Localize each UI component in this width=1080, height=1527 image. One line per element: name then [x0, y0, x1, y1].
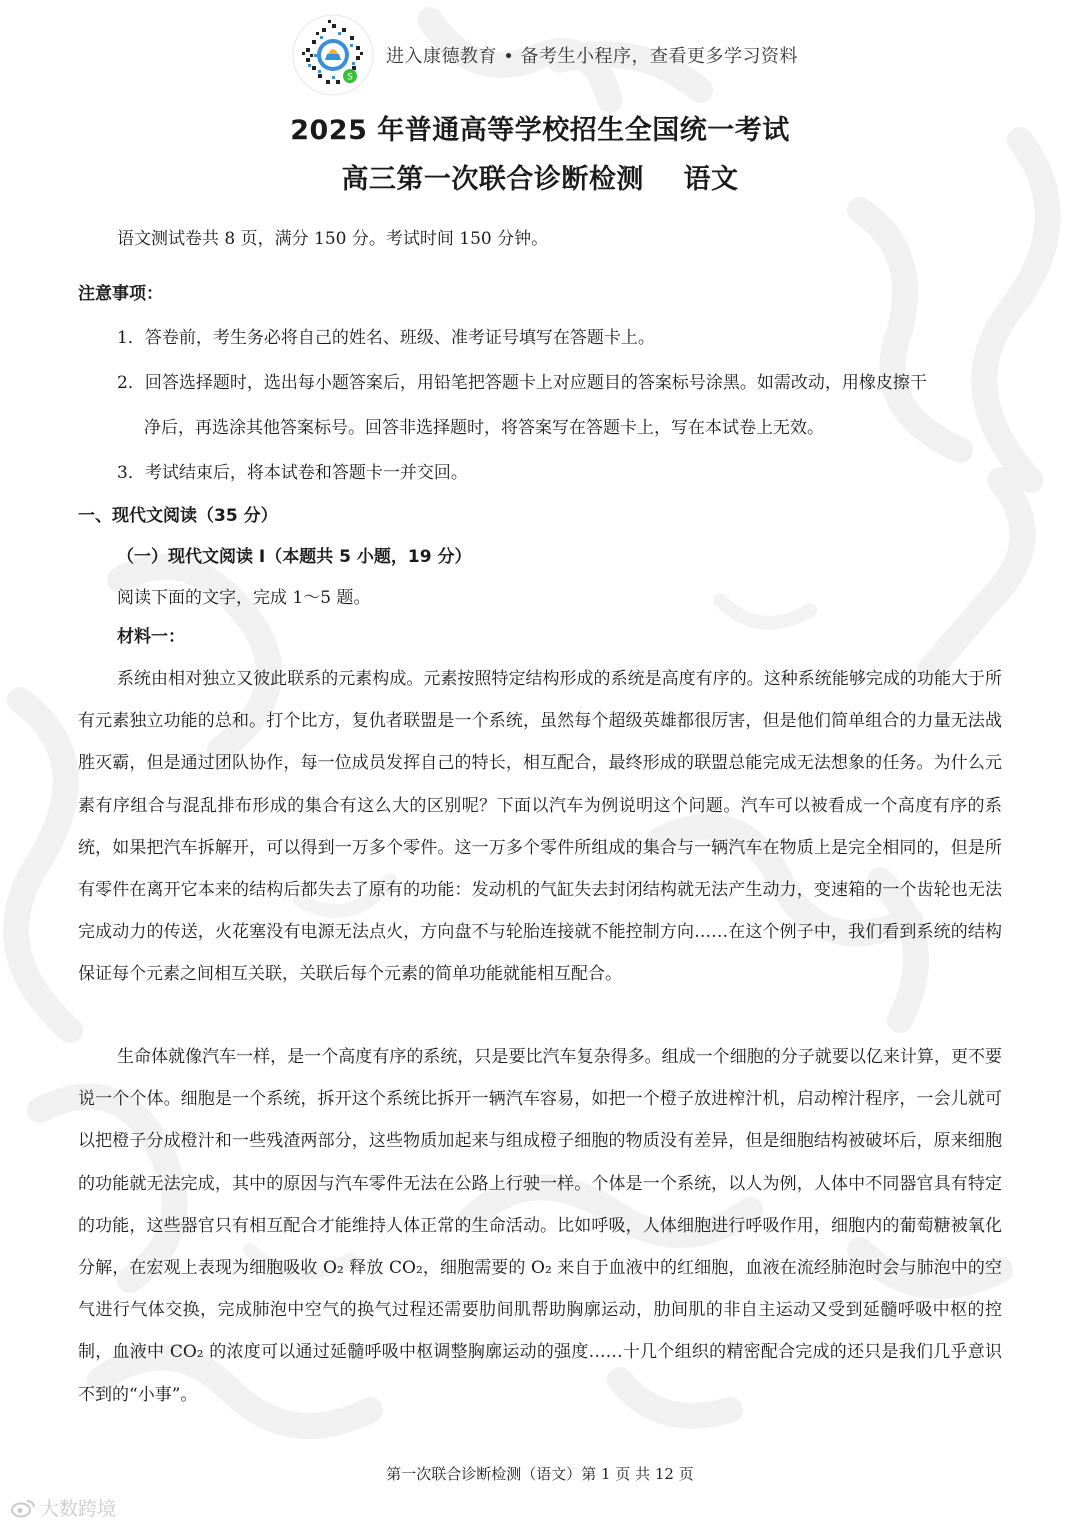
material-paragraph-2: 生命体就像汽车一样，是一个高度有序的系统，只是要比汽车复杂得多。组成一个细胞的分子就要以亿来计算，更不要说一个个体。细胞是一个系统，拆开这个系统比拆开一辆汽车容易，如把一个橙子放进榨汁机，启动榨汁程序，一会儿就可以把橙子分成橙汁和一些残渣两部分，这些物质加起来与组成橙子细胞的物质没有差异，但是细胞结构被破坏后，原来细胞的功能就无法完成，其中的原因与汽车零件无法在公路上行驶一样。个体是一个系统，以人为例，人体中不同器官具有特定的功能，这些器官只有相互配合才能维持人体正常的生命活动。比如呼吸，人体细胞进行呼吸作用，细胞内的葡萄糖被氧化分解，在宏观上表现为细胞吸收 O₂ 释放 CO₂，细胞需要的 O₂ 来自于血液中的红细胞，血液在流经肺泡时会与肺泡中的空气进行气体交换，完成肺泡中空气的换气过程还需要肋间肌帮助胸廓运动，肋间肌的非自主运动又受到延髓呼吸中枢的控制，血液中 CO₂ 的浓度可以通过延髓呼吸中枢调整胸廓运动的强度……十几个组织的精密配合完成的还只是我们几乎意识不到的“小事”。	[78, 1047, 1002, 1405]
header-promo-text: 进入康德教育 • 备考生小程序，查看更多学习资料	[386, 46, 799, 67]
exam-intro: 语文测试卷共 8 页，满分 150 分。考试时间 150 分钟。	[117, 229, 549, 249]
page-header	[292, 14, 798, 96]
weibo-logo-icon	[10, 1498, 36, 1518]
notice-item-1: 1．答卷前，考生务必将自己的姓名、班级、准考证号填写在答题卡上。	[117, 328, 655, 348]
notice-heading: 注意事项：	[78, 284, 163, 304]
brand-watermark	[10, 1494, 116, 1521]
brand-text: 大数跨境	[40, 1498, 117, 1520]
exam-title: 2025 年普通高等学校招生全国统一考试	[290, 115, 790, 146]
svg-text:S: S	[347, 72, 353, 83]
notice-item-2: 2．回答选择题时，选出每小题答案后，用铅笔把答题卡上对应题目的答案标号涂黑。如需改动，用橡皮擦干	[117, 373, 927, 393]
section-heading: 一、现代文阅读（35 分）	[78, 506, 278, 526]
notice-item-2-continued: 净后，再选涂其他答案标号。回答非选择题时，将答案写在答题卡上，写在本试卷上无效。	[144, 418, 824, 438]
page-footer: 第一次联合诊断检测（语文）第 1 页 共 12 页	[386, 1465, 694, 1483]
material-label: 材料一：	[117, 627, 185, 647]
reading-instruction: 阅读下面的文字，完成 1～5 题。	[117, 588, 371, 608]
notice-item-3: 3．考试结束后，将本试卷和答题卡一并交回。	[117, 463, 468, 483]
material-paragraph-1: 系统由相对独立又彼此联系的元素构成。元素按照特定结构形成的系统是高度有序的。这种系统能够完成的功能大于所有元素独立功能的总和。打个比方，复仇者联盟是一个系统，虽然每个超级英雄都很厉害，但是他们简单组合的力量无法战胜灭霸，但是通过团队协作，每一位成员发挥自己的特长，相互配合，最终形成的联盟总能完成无法想象的任务。为什么元素有序组合与混乱排布形成的集合有这么大的区别呢？下面以汽车为例说明这个问题。汽车可以被看成一个高度有序的系统，如果把汽车拆解开，可以得到一万多个零件。这一万多个零件所组成的集合与一辆汽车在物质上是完全相同的，但是所有零件在离开它本来的结构后都失去了原有的功能：发动机的气缸失去封闭结构就无法产生动力，变速箱的一个齿轮也无法完成动力的传送，火花塞没有电源无法点火，方向盘不与轮胎连接就不能控制方向……在这个例子中，我们看到系统的结构保证每个元素之间相互关联，关联后每个元素的简单功能就能相互配合。	[78, 669, 1002, 985]
subsection-heading: （一）现代文阅读 I（本题共 5 小题，19 分）	[117, 547, 472, 567]
exam-subtitle: 高三第一次联合诊断检测 语文	[341, 164, 739, 195]
qr-code-icon[interactable]	[292, 14, 374, 96]
